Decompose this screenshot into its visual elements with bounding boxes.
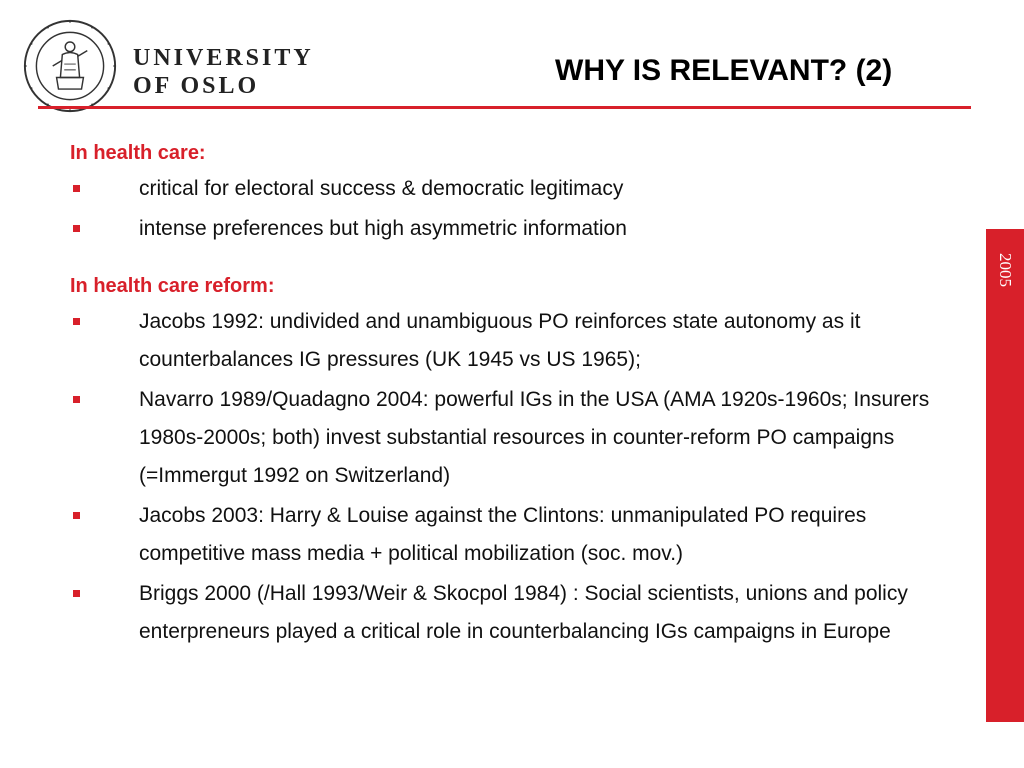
university-name-line1: UNIVERSITY [133, 45, 314, 71]
bullet-square-icon [73, 318, 80, 325]
bullet-item [70, 303, 969, 379]
header-divider [38, 106, 971, 109]
bullet-text: intense preferences but high asymmetric information [139, 217, 627, 240]
bullet-text: Jacobs 1992: undivided and unambiguous PO reinforces state autonomy as it counterbalances IG pressures (UK 1945 vs US 1965); [139, 310, 861, 371]
bullet-item [70, 575, 969, 651]
sidebar-year: 2005 [996, 253, 1015, 287]
university-name-line2: OF OSLO [133, 73, 260, 99]
bullet-item [70, 210, 969, 248]
bullet-text: critical for electoral success & democratic legitimacy [139, 177, 624, 200]
bullet-square-icon [73, 590, 80, 597]
bullet-text: Jacobs 2003: Harry & Louise against the Clintons: unmanipulated PO requires competitive mass media + political mobilization (soc. mov.) [139, 504, 867, 565]
university-wordmark [133, 46, 314, 98]
bullet-item [70, 497, 969, 573]
bullet-square-icon [73, 185, 80, 192]
university-seal-logo [22, 18, 118, 114]
sidebar-accent-bar [986, 229, 1024, 722]
bullet-square-icon [73, 512, 80, 519]
bullet-text: Briggs 2000 (/Hall 1993/Weir & Skocpol 1984) : Social scientists, unions and policy enterpreneurs played a critical role in counterbalancing IGs campaigns in Europe [139, 582, 908, 643]
bullet-item [70, 381, 969, 495]
slide-content [70, 139, 970, 651]
slide-title: WHY IS RELEVANT? (2) [555, 54, 893, 87]
bullet-square-icon [73, 225, 80, 232]
bullet-text: Navarro 1989/Quadagno 2004: powerful IGs in the USA (AMA 1920s-1960s; Insurers 1980s-2000s; both) invest substantial resources in counter-reform PO campaigns (=Immergut 1992 on Switzerland) [139, 388, 930, 487]
bullet-square-icon [73, 396, 80, 403]
bullet-item [70, 170, 969, 208]
section-heading: In health care: [70, 142, 206, 164]
section-heading: In health care reform: [70, 275, 275, 297]
